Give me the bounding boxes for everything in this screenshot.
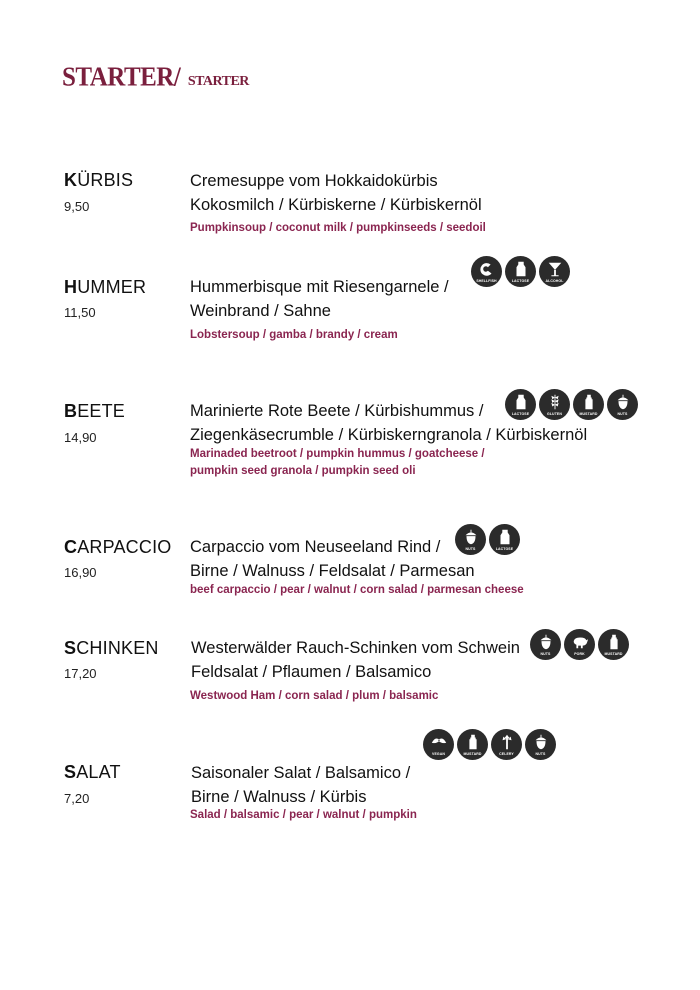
item-english: beef carpaccio / pear / walnut / corn salad / parmesan cheese <box>190 584 524 596</box>
mustard-icon: MUSTARD <box>598 629 629 660</box>
item-price: 16,90 <box>64 565 97 580</box>
item-english: Salad / balsamic / pear / walnut / pumpkin <box>190 809 417 821</box>
alcohol-icon: ALCOHOL <box>539 256 570 287</box>
gluten-icon: GLUTEN <box>539 389 570 420</box>
nuts-icon: NUTS <box>607 389 638 420</box>
nuts-icon: NUTS <box>530 629 561 660</box>
allergen-icons <box>505 389 638 420</box>
nuts-icon: NUTS <box>525 729 556 760</box>
allergen-icons <box>471 256 570 287</box>
shellfish-icon: SHELLFISH <box>471 256 502 287</box>
item-name: HUMMER <box>64 277 147 297</box>
celery-icon: CELERY <box>491 729 522 760</box>
item-description: Hummerbisque mit Riesengarnele / Weinbrand / Sahne <box>190 278 449 320</box>
mustard-icon: MUSTARD <box>573 389 604 420</box>
item-description: Marinierte Rote Beete / Kürbishummus / Ziegenkäsecrumble / Kürbiskerngranola / Kürbiskernöl <box>190 402 588 444</box>
page-title <box>62 64 249 92</box>
item-name: SALAT <box>64 762 121 782</box>
lactose-icon: LACTOSE <box>505 256 536 287</box>
pork-icon: PORK <box>564 629 595 660</box>
mustard-icon: MUSTARD <box>457 729 488 760</box>
lactose-icon: LACTOSE <box>505 389 536 420</box>
title-german: STARTER/ <box>62 62 181 93</box>
item-english: Marinaded beetroot / pumpkin hummus / goatcheese / pumpkin seed granola / pumpkin seed oli <box>190 448 485 477</box>
lactose-icon: LACTOSE <box>489 524 520 555</box>
nuts-icon: NUTS <box>455 524 486 555</box>
item-english: Lobstersoup / gamba / brandy / cream <box>190 329 398 341</box>
item-price: 14,90 <box>64 430 97 445</box>
allergen-icons <box>530 629 629 660</box>
item-description: Carpaccio vom Neuseeland Rind / Birne / Walnuss / Feldsalat / Parmesan <box>190 538 475 580</box>
item-name: KÜRBIS <box>64 170 134 190</box>
item-price: 11,50 <box>64 305 96 320</box>
item-price: 9,50 <box>64 199 90 214</box>
allergen-icons <box>423 729 556 760</box>
item-description: Cremesuppe vom Hokkaidokürbis Kokosmilch / Kürbiskerne / Kürbiskernöl <box>190 172 482 214</box>
item-english: Westwood Ham / corn salad / plum / balsamic <box>190 690 439 702</box>
item-name: SCHINKEN <box>64 638 159 658</box>
item-price: 17,20 <box>64 666 97 681</box>
item-description: Saisonaler Salat / Balsamico / Birne / Walnuss / Kürbis <box>191 764 411 806</box>
allergen-icons <box>455 524 520 555</box>
item-name: CARPACCIO <box>64 537 172 557</box>
item-price: 7,20 <box>64 791 90 806</box>
vegan-icon: VEGAN <box>423 729 454 760</box>
item-english: Pumpkinsoup / coconut milk / pumpkinseeds / seedoil <box>190 222 486 234</box>
title-english: STARTER <box>187 74 249 89</box>
item-name: BEETE <box>64 401 126 421</box>
item-description: Westerwälder Rauch-Schinken vom Schwein Feldsalat / Pflaumen / Balsamico <box>191 639 520 681</box>
